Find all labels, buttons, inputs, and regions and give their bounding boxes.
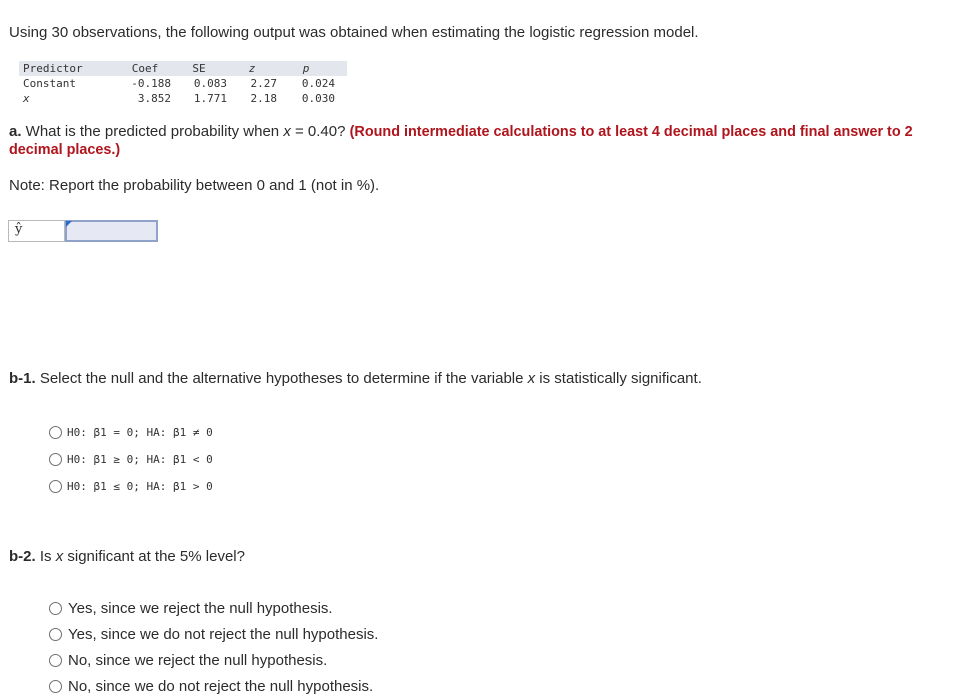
question-b2-var: x	[55, 548, 64, 565]
question-a-label: a.	[9, 123, 22, 140]
radio-button-icon[interactable]	[49, 426, 62, 439]
question-a-instruction: (Round intermediate calculations to at least 4 decimal places and final answer to 2 decimal places.)	[9, 124, 913, 158]
answer-flag-icon	[66, 221, 72, 227]
significance-option-label: No, since we do not reject the null hypothesis.	[68, 678, 374, 695]
header-z: z	[248, 62, 256, 75]
significance-option-label: No, since we reject the null hypothesis.	[68, 652, 328, 669]
significance-option-label: Yes, since we reject the null hypothesis.	[68, 600, 333, 617]
intro-text: Using 30 observations, the following output was obtained when estimating the logistic regression model.	[9, 24, 699, 41]
hypothesis-option-label: H0: β1 = 0; HA: β1 ≠ 0	[67, 426, 213, 439]
question-b2-label: b-2.	[9, 548, 36, 565]
cell-se: 0.083	[193, 77, 227, 90]
radio-button-icon[interactable]	[49, 680, 62, 693]
probability-answer-input[interactable]	[65, 220, 158, 242]
question-b1	[9, 370, 702, 387]
question-b1-label: b-1.	[9, 370, 36, 387]
table-row	[19, 76, 347, 91]
cell-se: 1.771	[193, 92, 227, 105]
question-b1-text-after: is statistically significant.	[535, 370, 702, 387]
note-text: Note: Report the probability between 0 and 1 (not in %).	[9, 177, 380, 194]
cell-p: 0.030	[301, 92, 335, 105]
radio-button-icon[interactable]	[49, 453, 62, 466]
cell-predictor: Constant	[23, 77, 76, 90]
significance-option[interactable]	[49, 652, 327, 669]
radio-button-icon[interactable]	[49, 602, 62, 615]
question-a-text-after: = 0.40?	[290, 123, 350, 140]
header-coef: Coef	[131, 62, 159, 75]
regression-output-table	[19, 61, 347, 106]
hypothesis-option-label: H0: β1 ≤ 0; HA: β1 > 0	[67, 480, 213, 493]
cell-p: 0.024	[301, 77, 335, 90]
hypothesis-option[interactable]	[49, 426, 213, 439]
question-a	[9, 123, 954, 159]
hypothesis-option[interactable]	[49, 480, 213, 493]
header-p: p	[302, 62, 310, 75]
question-b1-text: Select the null and the alternative hypotheses to determine if the variable	[35, 370, 528, 387]
radio-button-icon[interactable]	[49, 480, 62, 493]
y-hat-label: ŷ	[8, 220, 65, 242]
question-b2-text: Is	[35, 548, 56, 565]
table-row	[19, 91, 347, 106]
question-a-var: x	[283, 123, 291, 140]
cell-coef: 3.852	[137, 92, 171, 105]
question-b1-var: x	[527, 370, 536, 387]
header-se: SE	[192, 62, 206, 75]
hypothesis-option-label: H0: β1 ≥ 0; HA: β1 < 0	[67, 453, 213, 466]
radio-button-icon[interactable]	[49, 628, 62, 641]
cell-coef: -0.188	[131, 77, 171, 90]
radio-button-icon[interactable]	[49, 654, 62, 667]
significance-option[interactable]	[49, 626, 378, 643]
hypothesis-option[interactable]	[49, 453, 213, 466]
header-predictor: Predictor	[23, 62, 83, 75]
question-a-text: What is the predicted probability when	[21, 123, 284, 140]
question-b2	[9, 548, 245, 565]
answer-row	[8, 220, 158, 242]
cell-predictor: x	[23, 92, 30, 105]
significance-option[interactable]	[49, 678, 373, 695]
cell-z: 2.18	[250, 92, 277, 105]
table-header-row	[19, 61, 347, 76]
question-b2-text-after: significant at the 5% level?	[63, 548, 245, 565]
significance-option-label: Yes, since we do not reject the null hypothesis.	[68, 626, 379, 643]
cell-z: 2.27	[250, 77, 277, 90]
significance-option[interactable]	[49, 600, 333, 617]
